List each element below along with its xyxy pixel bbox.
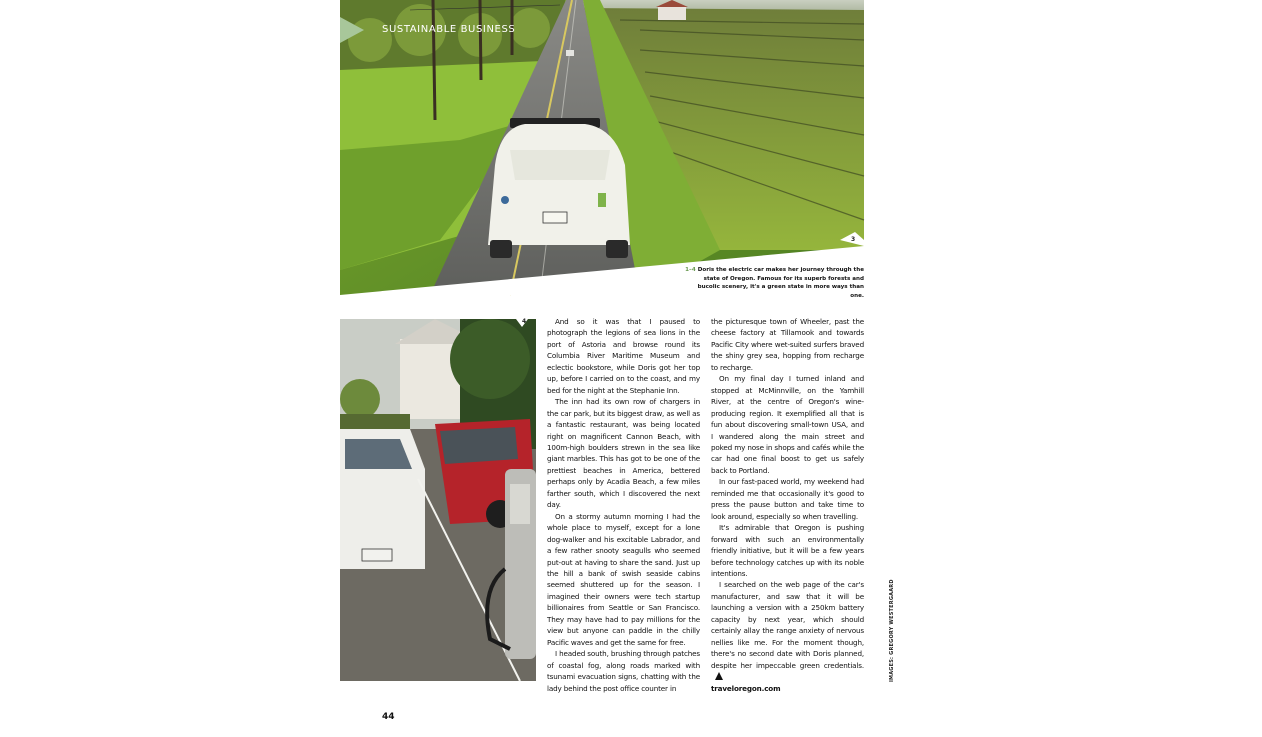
article-paragraph: And so it was that I paused to photograph the legions of sea lions in the port of Astoria and browse round its Columbia River Maritime Museum and eclectic bookstore, while Doris got her top up, before I carried on to the coast, and my bed for the night at the Stephanie Inn. — [547, 317, 700, 395]
article-paragraph-final — [711, 579, 864, 682]
charging-illustration — [340, 319, 536, 681]
article-paragraph: On my final day I turned inland and stopped at McMinnville, on the Yamhill River, at the centre of Oregon's wine-producing region. It exemplified all that is fun about discovering small-town USA, and I wandered along the main street and poked my nose in shops and cafés while the car had one final boost to get us safely back to Portland. — [711, 374, 864, 475]
article-paragraph-final-text: I searched on the web page of the car's manufacturer, and saw that it will be launching a version with a 250km battery capacity by next year, which should certainly allay the range anxiety of nervous nellies like me. For the moment though, there's no second date with Doris planned, despite her impeccable green credentials. — [711, 580, 864, 670]
page-number: 44 — [382, 712, 395, 722]
electric-car — [488, 118, 630, 258]
article-paragraph: I headed south, brushing through patches of coastal fog, along roads marked with tsunami evacuation signs, chatting with the lady behind the post office counter in — [547, 649, 701, 693]
section-tag — [340, 17, 515, 42]
caption-text: Doris the electric car makes her journey through the state of Oregon. Famous for its superb forests and bucolic scenery, it's a green state in more ways than one. — [697, 267, 864, 299]
article-paragraph: In our fast-paced world, my weekend had reminded me that occasionally it's good to press the pause button and take time to look around, especially so when travelling. — [711, 477, 864, 521]
end-of-article-icon — [715, 672, 723, 680]
article-paragraph: On a stormy autumn morning I had the whole place to myself, except for a lone dog-walker and his excitable Labrador, and a few rather snooty seagulls who seemed put-out at having to share the sand. Just up the hill a bank of swish seaside cabins seemed shuttered up for the season. I imagined their owners were tech startup billionaires from Seattle or San Francisco. They may have had to pay millions for the view but anyone can paddle in the chilly Pacific waves and get the same for free. — [547, 511, 700, 647]
hero-photo-road-electric-car — [340, 0, 864, 295]
website-link[interactable]: traveloregon.com — [711, 683, 781, 693]
hero-illustration — [340, 0, 864, 295]
magazine-page — [340, 0, 864, 737]
photo-charging-station — [340, 319, 536, 681]
article-paragraph: the picturesque town of Wheeler, past the cheese factory at Tillamook and towards Pacific City where wet-suited surfers braved the shiny grey sea, hopping from recharge to recharge. — [711, 317, 864, 372]
photo-number-4: 4 — [522, 318, 527, 325]
photo-number-3: 3 — [851, 236, 856, 243]
caption-range: 1–4 — [685, 267, 696, 273]
article-column-2 — [711, 316, 864, 694]
article-paragraph: It's admirable that Oregon is pushing forward with such an environmentally friendly initiative, but it will be a few years before technology catches up with its noble intentions. — [711, 523, 864, 578]
article-column-1 — [547, 316, 701, 693]
section-arrow-icon — [340, 17, 364, 43]
photo-caption — [685, 266, 864, 300]
section-label: SUSTAINABLE BUSINESS — [382, 24, 516, 35]
image-credit: IMAGES: GREGORY WESTERGAARD — [889, 579, 895, 682]
article-paragraph: The inn had its own row of chargers in the car park, but its biggest draw, as well as a fantastic restaurant, was being located right on magnificent Cannon Beach, with 100m-high boulders strewn in the sea like giant marbles. This has got to be one of the prettiest beaches in America, bettered perhaps only by Acadia Beach, a few miles farther south, which I discovered the next day. — [547, 397, 700, 510]
